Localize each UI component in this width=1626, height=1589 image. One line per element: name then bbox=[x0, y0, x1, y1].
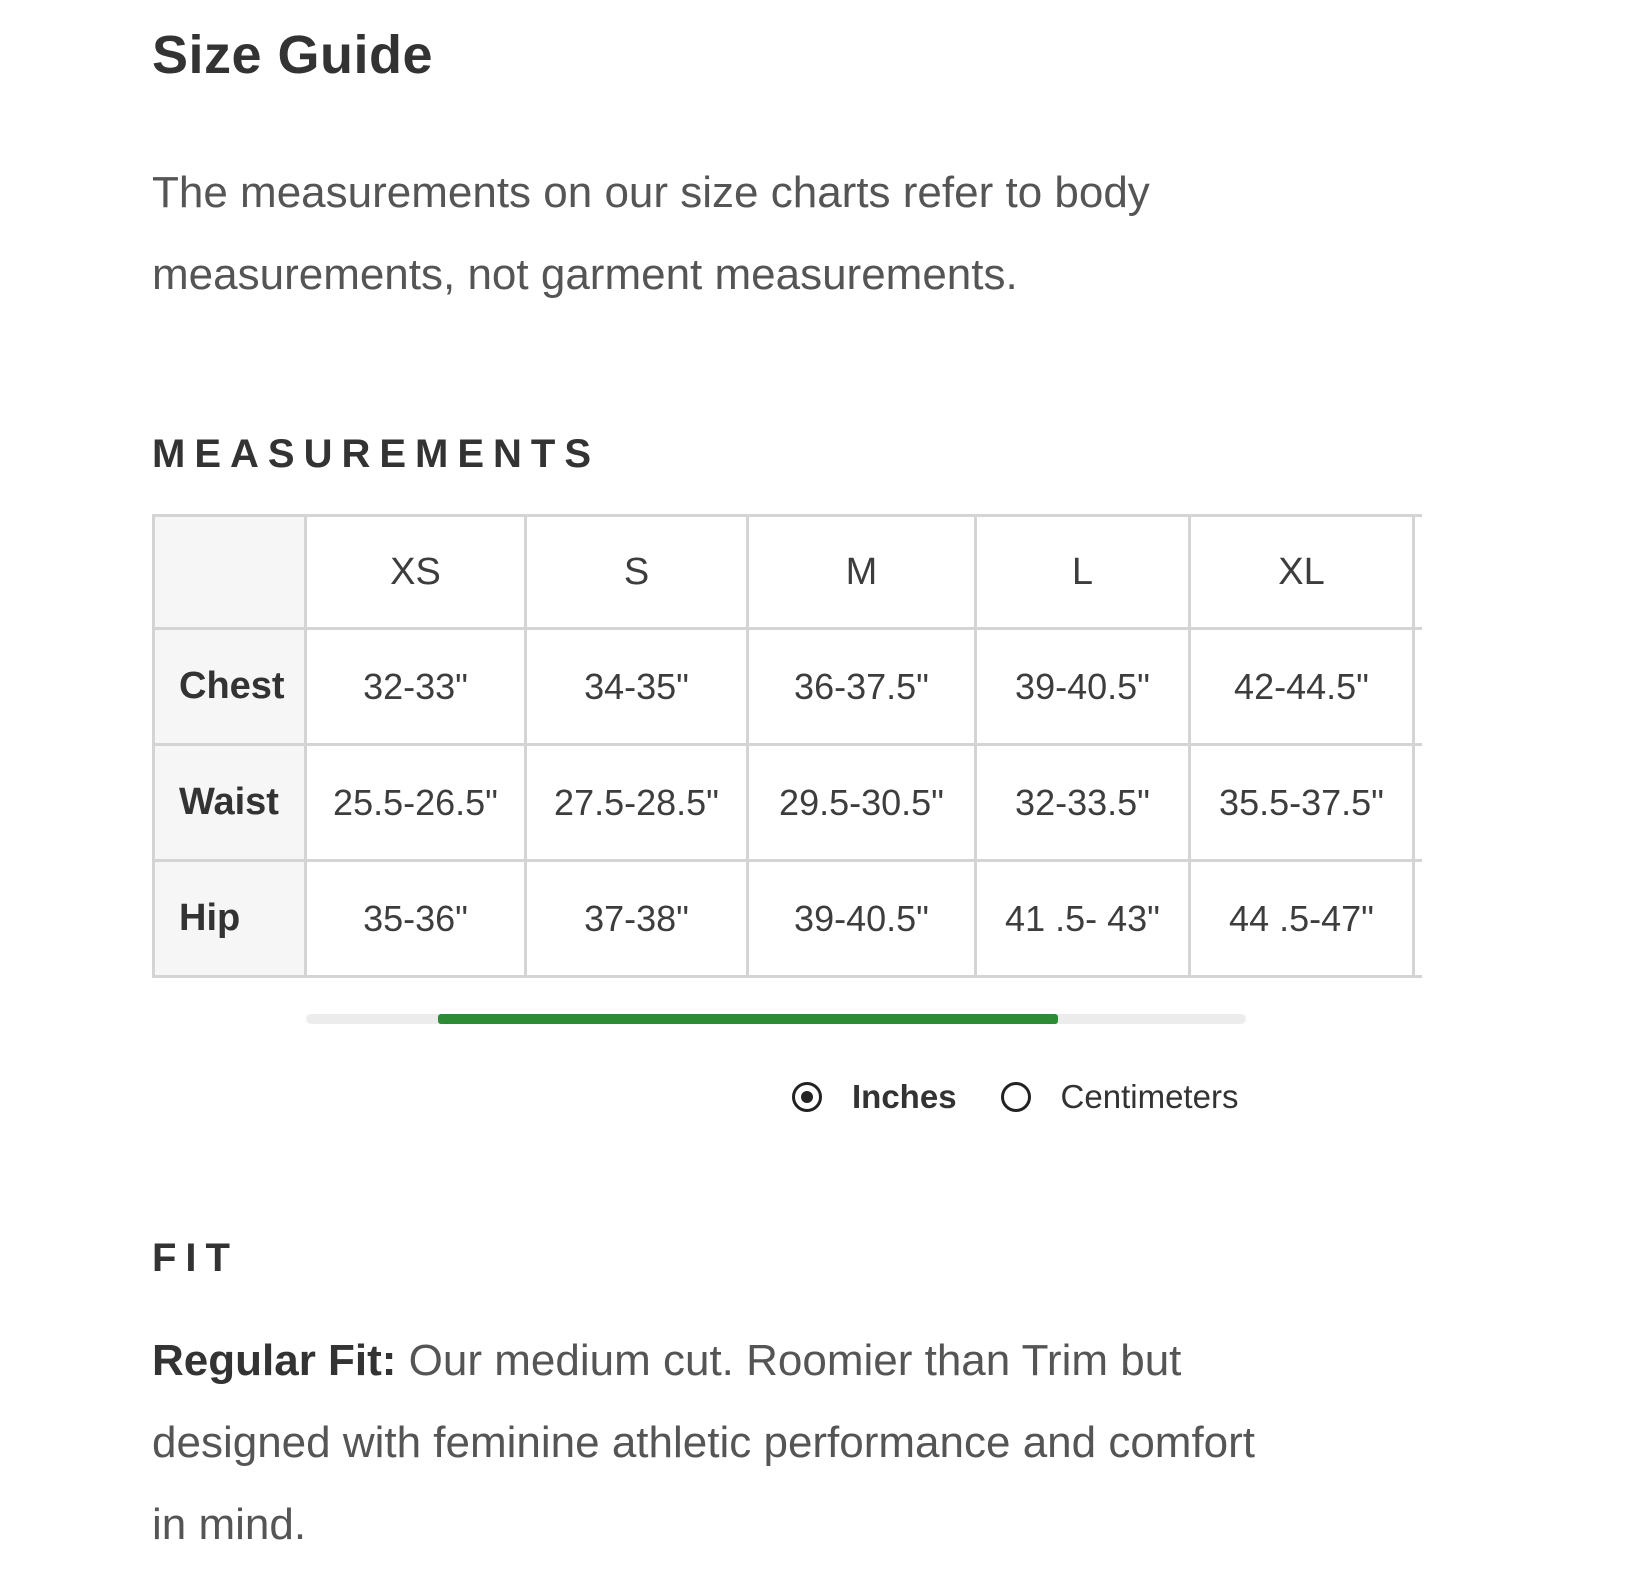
unit-label-inches: Inches bbox=[852, 1078, 957, 1115]
table-corner-cell bbox=[154, 516, 306, 629]
size-header-m: M bbox=[748, 516, 976, 629]
hip-l-value: 41 .5- 43" bbox=[976, 861, 1190, 977]
row-label-waist: Waist bbox=[154, 745, 306, 861]
fit-heading: FIT bbox=[152, 1236, 239, 1280]
size-header-xs: XS bbox=[306, 516, 526, 629]
chest-l-value: 39-40.5" bbox=[976, 629, 1190, 745]
row-label-hip: Hip bbox=[154, 861, 306, 977]
table-scrollbar-thumb[interactable] bbox=[438, 1014, 1058, 1024]
hip-m-value: 39-40.5" bbox=[748, 861, 976, 977]
size-table-scroll-area[interactable] bbox=[152, 514, 1422, 978]
radio-unselected-icon[interactable] bbox=[1001, 1082, 1031, 1112]
size-header-l: L bbox=[976, 516, 1190, 629]
waist-xl-value: 35.5-37.5" bbox=[1190, 745, 1414, 861]
measurements-heading: MEASUREMENTS bbox=[152, 432, 601, 476]
table-scrollbar-track[interactable] bbox=[306, 1014, 1246, 1024]
waist-xs-value: 25.5-26.5" bbox=[306, 745, 526, 861]
waist-l-value: 32-33.5" bbox=[976, 745, 1190, 861]
intro-text: The measurements on our size charts refer to body measurements, not garment measurements. bbox=[152, 168, 1150, 299]
size-header-row bbox=[154, 516, 1423, 629]
hip-xl-value: 44 .5-47" bbox=[1190, 861, 1414, 977]
row-label-chest: Chest bbox=[154, 629, 306, 745]
size-header-s: S bbox=[526, 516, 748, 629]
table-row-hip bbox=[154, 861, 1423, 977]
unit-toggle bbox=[792, 1078, 1282, 1116]
chest-xl-value: 42-44.5" bbox=[1190, 629, 1414, 745]
fit-description bbox=[152, 1320, 1292, 1566]
table-row-waist bbox=[154, 745, 1423, 861]
waist-s-value: 27.5-28.5" bbox=[526, 745, 748, 861]
page-title: Size Guide bbox=[152, 25, 434, 85]
size-header-xl: XL bbox=[1190, 516, 1414, 629]
waist-overflow-cell bbox=[1414, 745, 1423, 861]
hip-s-value: 37-38" bbox=[526, 861, 748, 977]
chest-xs-value: 32-33" bbox=[306, 629, 526, 745]
unit-option-inches[interactable] bbox=[792, 1078, 957, 1116]
hip-overflow-cell bbox=[1414, 861, 1423, 977]
chest-overflow-cell bbox=[1414, 629, 1423, 745]
unit-option-centimeters[interactable] bbox=[1001, 1078, 1239, 1116]
radio-selected-icon[interactable] bbox=[792, 1082, 822, 1112]
table-row-chest bbox=[154, 629, 1423, 745]
size-header-overflow bbox=[1414, 516, 1423, 629]
waist-m-value: 29.5-30.5" bbox=[748, 745, 976, 861]
size-table bbox=[152, 514, 1422, 978]
fit-label: Regular Fit: bbox=[152, 1336, 397, 1385]
unit-label-centimeters: Centimeters bbox=[1060, 1078, 1239, 1115]
chest-m-value: 36-37.5" bbox=[748, 629, 976, 745]
chest-s-value: 34-35" bbox=[526, 629, 748, 745]
hip-xs-value: 35-36" bbox=[306, 861, 526, 977]
fit-description-text: Our medium cut. Roomier than Trim but designed with feminine athletic performance and comfort in mind. bbox=[152, 1336, 1256, 1549]
